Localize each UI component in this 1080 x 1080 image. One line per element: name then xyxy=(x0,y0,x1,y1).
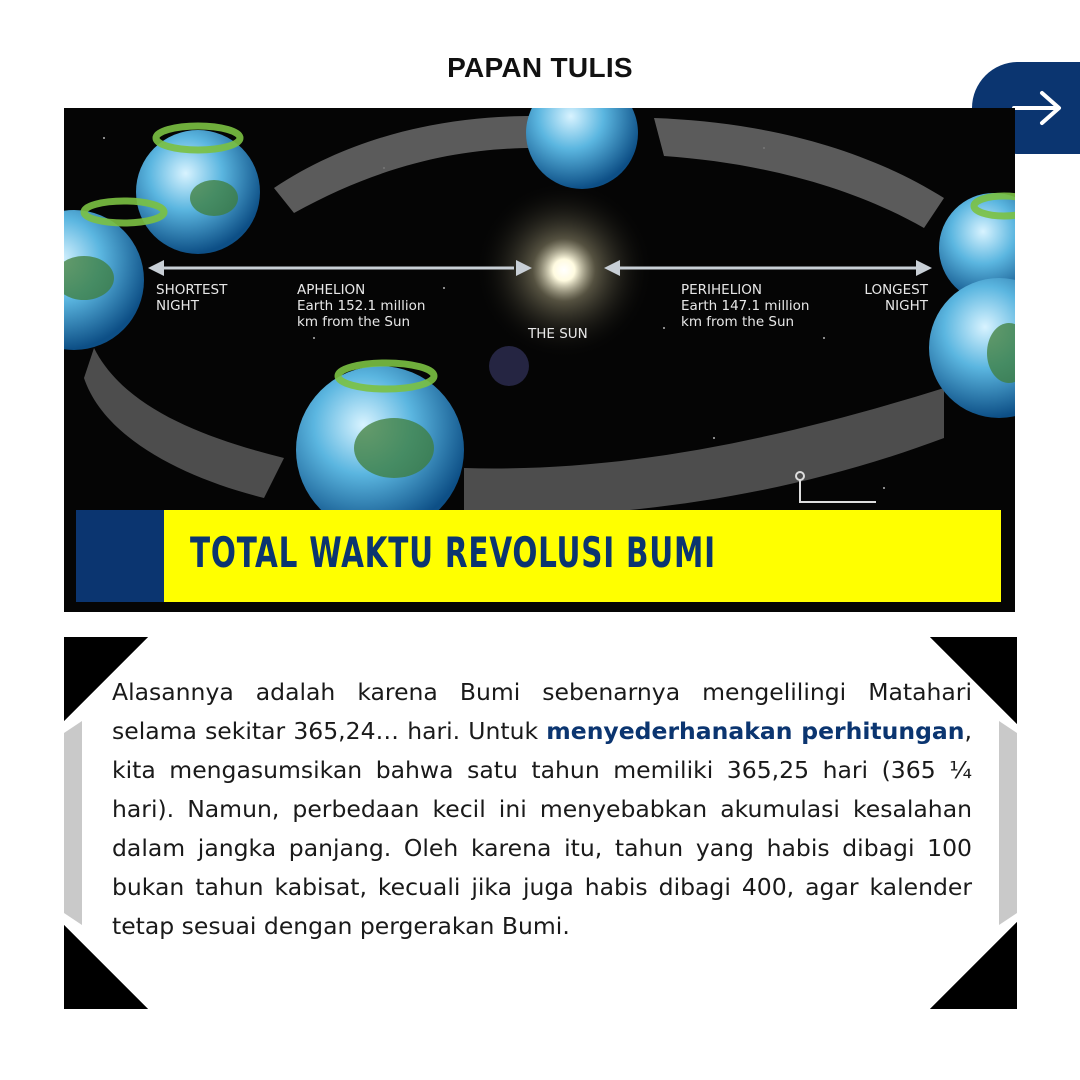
body-text-end: , kita mengasumsikan bahwa satu tahun memiliki 365,25 hari (365 ¼ hari). Namun, perbedaan kecil ini menyebabkan akumulasi kesalahan dalam jangka panjang. Oleh karena itu, tahun yang habis dibagi 100 bukan tahun kabisat, kecuali jika juga habis dibagi 400, agar kalender tetap sesuai dengan pergerakan Bumi. xyxy=(112,717,972,940)
page-title: PAPAN TULIS xyxy=(447,52,633,83)
aphelion-title: APHELION xyxy=(297,282,366,298)
title-banner xyxy=(164,510,1001,602)
body-highlight: menyederhanakan perhitungan xyxy=(546,717,965,745)
orbit-diagram xyxy=(64,108,1015,612)
banner-title: TOTAL WAKTU REVOLUSI BUMI xyxy=(190,528,716,577)
shortest-night-label: SHORTEST NIGHT xyxy=(156,282,228,314)
arrow-right-icon xyxy=(1010,90,1064,126)
body-text-start: Alasannya adalah karena Bumi sebenarnya mengelilingi Matahari selama sekitar 365,24… hari. Untuk xyxy=(112,678,972,745)
perihelion-desc: Earth 147.1 million km from the Sun xyxy=(681,298,810,330)
aphelion-desc: Earth 152.1 million km from the Sun xyxy=(297,298,426,330)
body-paragraph xyxy=(112,673,972,946)
longest-night-label: LONGEST NIGHT xyxy=(864,282,928,314)
banner-accent xyxy=(76,510,164,602)
sun-label: THE SUN xyxy=(528,326,588,342)
text-card xyxy=(64,637,1017,1009)
perihelion-title: PERIHELION xyxy=(681,282,762,298)
